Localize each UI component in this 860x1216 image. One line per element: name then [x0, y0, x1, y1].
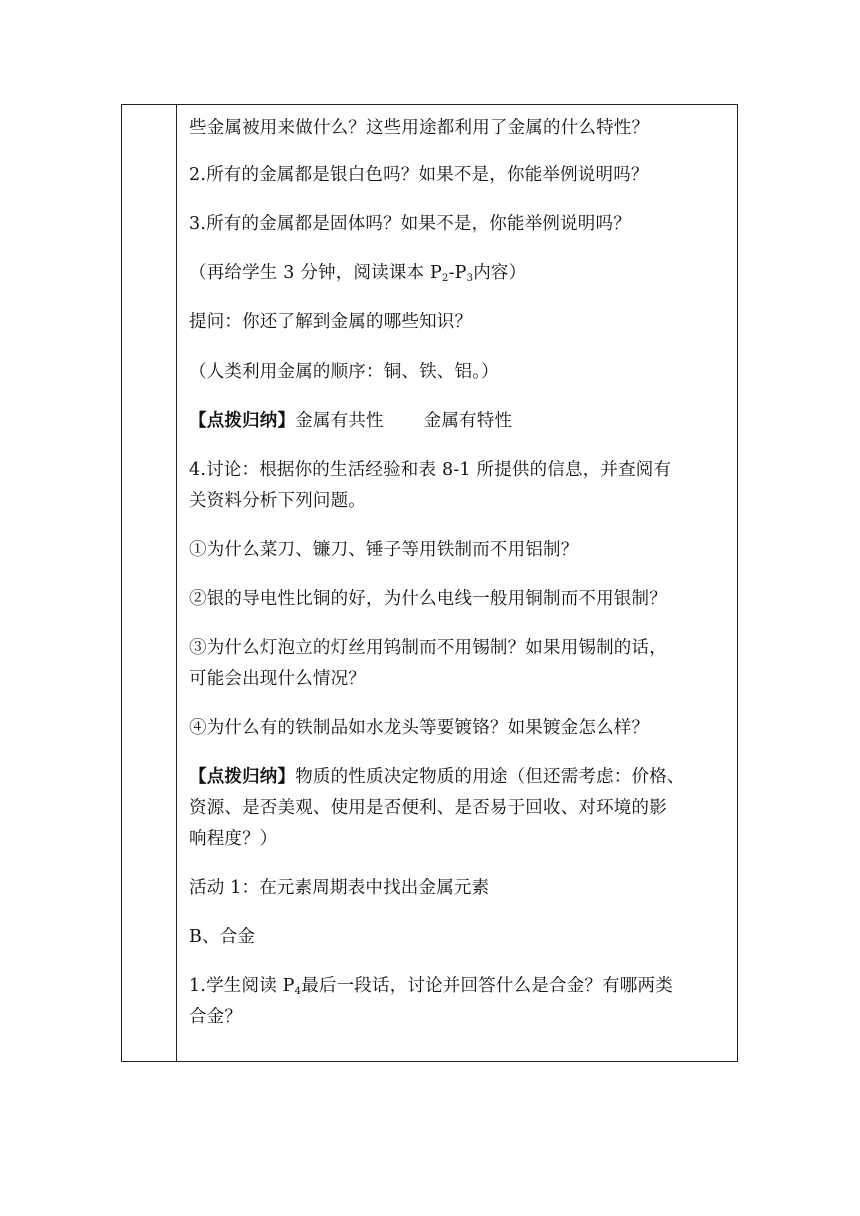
lesson-table	[121, 104, 738, 1062]
metal-usage-order: （人类利用金属的顺序：铜、铁、铝。）	[189, 362, 499, 382]
summary-2-cont: 资源、是否美观、使用是否便利、是否易于回收、对环境的影	[189, 798, 667, 818]
alloy-question-cont: 合金？	[189, 1007, 243, 1027]
question-2: 2.所有的金属都是银白色吗？如果不是，你能举例说明吗？	[189, 165, 649, 185]
sub-question-3-cont: 可能会出现什么情况？	[189, 669, 366, 689]
text-line: 些金属被用来做什么？这些用途都利用了金属的什么特性？	[189, 118, 650, 138]
summary-2: 【点拨归纳】物质的性质决定物质的用途（但还需考虑：价格、	[189, 767, 685, 787]
teacher-question: 提问：你还了解到金属的哪些知识？	[189, 312, 473, 332]
discussion-4-cont: 关资料分析下列问题。	[189, 491, 366, 511]
sub-question-4: ④为什么有的铁制品如水龙头等要镀铬？如果镀金怎么样？	[189, 718, 650, 738]
reading-instruction: （再给学生 3 分钟，阅读课本 $P_2-P_3$内容）	[189, 263, 527, 284]
left-column-cell	[122, 105, 177, 1061]
summary-2-end: 响程度？）	[189, 829, 278, 849]
alloy-question: 1.学生阅读 $P_4$最后一段话，讨论并回答什么是合金？有哪两类	[189, 976, 673, 997]
sub-question-3: ③为什么灯泡立的灯丝用钨制而不用锡制？如果用锡制的话，	[189, 638, 667, 658]
section-b-heading: B、合金	[189, 927, 256, 947]
sub-question-1: ①为什么菜刀、镰刀、锤子等用铁制而不用铝制？	[189, 540, 579, 560]
question-3: 3.所有的金属都是固体吗？如果不是，你能举例说明吗？	[189, 214, 631, 234]
sub-question-2: ②银的导电性比铜的好，为什么电线一般用铜制而不用银制？	[189, 589, 667, 609]
summary-1: 【点拨归纳】金属有共性 金属有特性	[189, 411, 513, 431]
discussion-4: 4.讨论：根据你的生活经验和表 8-1 所提供的信息，并查阅有	[189, 460, 672, 480]
activity-1: 活动 1：在元素周期表中找出金属元素	[189, 878, 490, 898]
